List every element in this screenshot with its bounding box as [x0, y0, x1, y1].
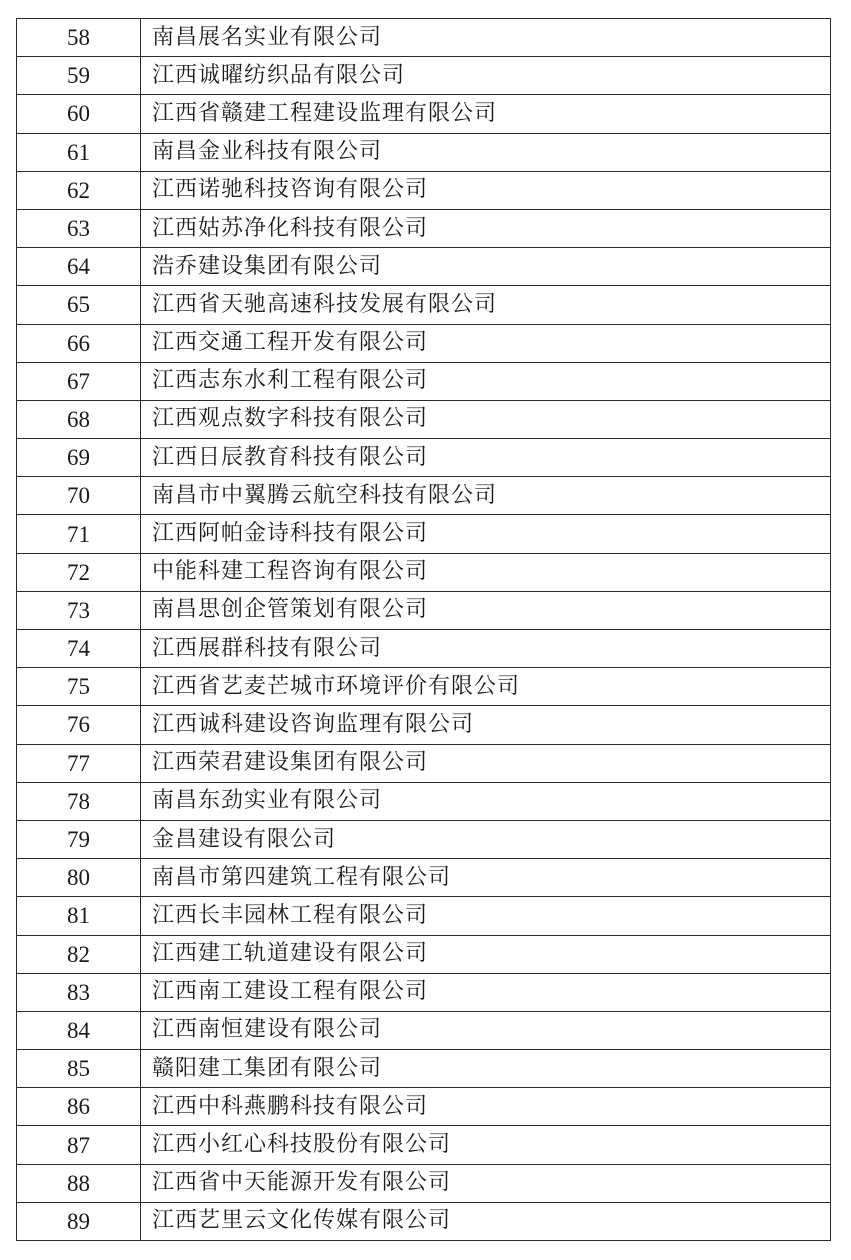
- table-row: [17, 477, 831, 515]
- row-number-cell: 86: [17, 1088, 141, 1126]
- row-number-cell: 88: [17, 1164, 141, 1202]
- company-name-cell: 南昌思创企管策划有限公司: [141, 591, 831, 629]
- company-name-cell: 江西艺里云文化传媒有限公司: [141, 1202, 831, 1240]
- table-row: [17, 1011, 831, 1049]
- row-number-cell: 73: [17, 591, 141, 629]
- company-name-cell: 江西姑苏净化科技有限公司: [141, 209, 831, 247]
- table-row: [17, 897, 831, 935]
- table-row: [17, 668, 831, 706]
- company-name-cell: 南昌市中翼腾云航空科技有限公司: [141, 477, 831, 515]
- table-row: [17, 1050, 831, 1088]
- company-name-cell: 赣阳建工集团有限公司: [141, 1050, 831, 1088]
- company-name-cell: 南昌金业科技有限公司: [141, 133, 831, 171]
- row-number-cell: 77: [17, 744, 141, 782]
- company-name-cell: 江西中科燕鹏科技有限公司: [141, 1088, 831, 1126]
- table-row: [17, 1164, 831, 1202]
- company-name-cell: 江西省赣建工程建设监理有限公司: [141, 95, 831, 133]
- company-name-cell: 江西诚科建设咨询监理有限公司: [141, 706, 831, 744]
- table-row: [17, 286, 831, 324]
- company-name-cell: 江西建工轨道建设有限公司: [141, 935, 831, 973]
- table-row: [17, 57, 831, 95]
- table-row: [17, 859, 831, 897]
- company-name-cell: 江西南恒建设有限公司: [141, 1011, 831, 1049]
- company-name-cell: 中能科建工程咨询有限公司: [141, 553, 831, 591]
- table-row: [17, 95, 831, 133]
- row-number-cell: 60: [17, 95, 141, 133]
- table-row: [17, 630, 831, 668]
- company-name-cell: 浩乔建设集团有限公司: [141, 248, 831, 286]
- table-row: [17, 591, 831, 629]
- table-row: [17, 324, 831, 362]
- row-number-cell: 71: [17, 515, 141, 553]
- table-row: [17, 400, 831, 438]
- company-list-body: [17, 19, 831, 1241]
- table-row: [17, 19, 831, 57]
- company-name-cell: 江西展群科技有限公司: [141, 630, 831, 668]
- row-number-cell: 82: [17, 935, 141, 973]
- company-name-cell: 江西阿帕金诗科技有限公司: [141, 515, 831, 553]
- table-row: [17, 1126, 831, 1164]
- row-number-cell: 67: [17, 362, 141, 400]
- table-row: [17, 209, 831, 247]
- company-name-cell: 江西小红心科技股份有限公司: [141, 1126, 831, 1164]
- row-number-cell: 70: [17, 477, 141, 515]
- row-number-cell: 62: [17, 171, 141, 209]
- row-number-cell: 59: [17, 57, 141, 95]
- table-row: [17, 515, 831, 553]
- company-name-cell: 江西荣君建设集团有限公司: [141, 744, 831, 782]
- company-name-cell: 江西交通工程开发有限公司: [141, 324, 831, 362]
- company-name-cell: 江西省艺麦芒城市环境评价有限公司: [141, 668, 831, 706]
- row-number-cell: 58: [17, 19, 141, 57]
- row-number-cell: 69: [17, 439, 141, 477]
- row-number-cell: 84: [17, 1011, 141, 1049]
- company-name-cell: 江西日辰教育科技有限公司: [141, 439, 831, 477]
- table-row: [17, 171, 831, 209]
- row-number-cell: 78: [17, 782, 141, 820]
- table-row: [17, 820, 831, 858]
- company-name-cell: 江西长丰园林工程有限公司: [141, 897, 831, 935]
- row-number-cell: 76: [17, 706, 141, 744]
- row-number-cell: 75: [17, 668, 141, 706]
- company-name-cell: 江西诚曜纺织品有限公司: [141, 57, 831, 95]
- company-name-cell: 江西观点数字科技有限公司: [141, 400, 831, 438]
- table-row: [17, 133, 831, 171]
- table-row: [17, 439, 831, 477]
- company-name-cell: 江西省中天能源开发有限公司: [141, 1164, 831, 1202]
- table-row: [17, 362, 831, 400]
- table-row: [17, 782, 831, 820]
- company-name-cell: 江西志东水利工程有限公司: [141, 362, 831, 400]
- table-row: [17, 935, 831, 973]
- table-row: [17, 1088, 831, 1126]
- row-number-cell: 80: [17, 859, 141, 897]
- company-name-cell: 金昌建设有限公司: [141, 820, 831, 858]
- table-row: [17, 744, 831, 782]
- row-number-cell: 89: [17, 1202, 141, 1240]
- company-list-table-wrapper: [16, 18, 831, 1241]
- row-number-cell: 61: [17, 133, 141, 171]
- row-number-cell: 79: [17, 820, 141, 858]
- company-name-cell: 南昌市第四建筑工程有限公司: [141, 859, 831, 897]
- table-row: [17, 973, 831, 1011]
- company-name-cell: 南昌展名实业有限公司: [141, 19, 831, 57]
- company-name-cell: 南昌东劲实业有限公司: [141, 782, 831, 820]
- company-name-cell: 江西省天驰高速科技发展有限公司: [141, 286, 831, 324]
- row-number-cell: 87: [17, 1126, 141, 1164]
- company-name-cell: 江西南工建设工程有限公司: [141, 973, 831, 1011]
- row-number-cell: 68: [17, 400, 141, 438]
- table-row: [17, 553, 831, 591]
- table-row: [17, 1202, 831, 1240]
- table-row: [17, 706, 831, 744]
- row-number-cell: 65: [17, 286, 141, 324]
- table-row: [17, 248, 831, 286]
- row-number-cell: 72: [17, 553, 141, 591]
- row-number-cell: 83: [17, 973, 141, 1011]
- row-number-cell: 63: [17, 209, 141, 247]
- row-number-cell: 74: [17, 630, 141, 668]
- row-number-cell: 85: [17, 1050, 141, 1088]
- row-number-cell: 66: [17, 324, 141, 362]
- company-name-cell: 江西诺驰科技咨询有限公司: [141, 171, 831, 209]
- company-list-table: [16, 18, 831, 1241]
- row-number-cell: 81: [17, 897, 141, 935]
- row-number-cell: 64: [17, 248, 141, 286]
